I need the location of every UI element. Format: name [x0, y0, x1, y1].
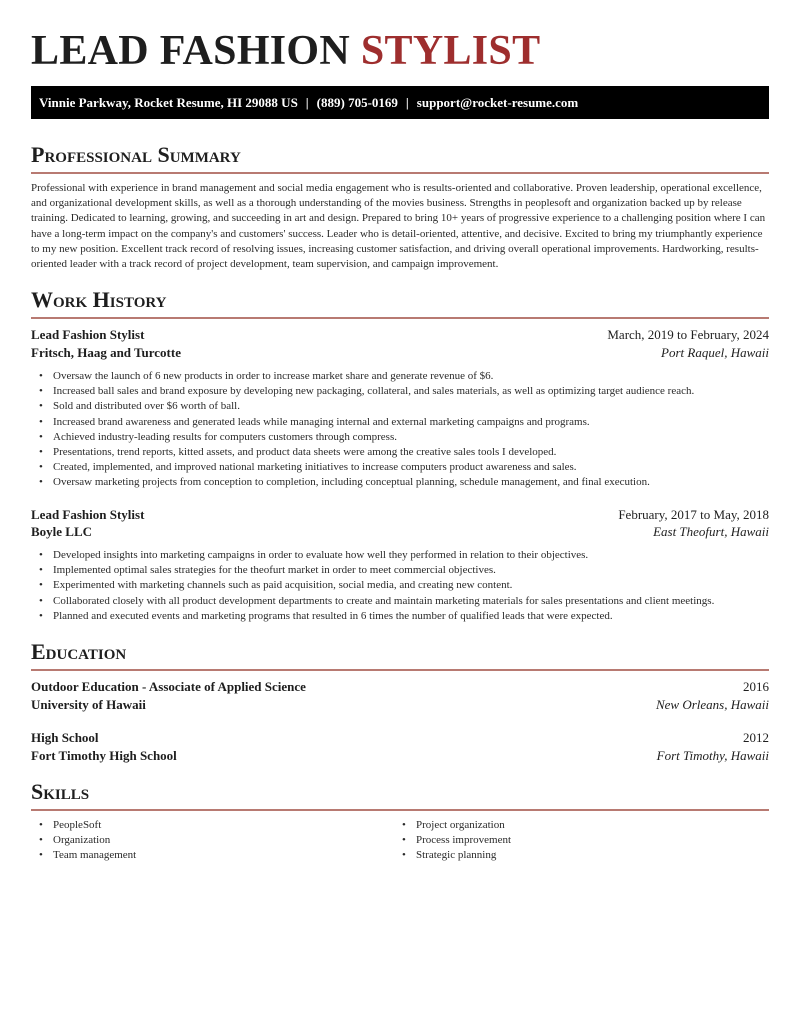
job-bullet: • Oversaw marketing projects from conception to completion, including conceptual planning, schedule management, and final execution.: [53, 475, 769, 490]
job-company-row: [31, 344, 769, 362]
job-bullet-list: [31, 369, 769, 491]
education-degree: Outdoor Education - Associate of Applied Science: [31, 679, 306, 694]
section-divider: [31, 809, 769, 811]
section-title-work-history: Work History: [31, 287, 167, 312]
section-divider: [31, 317, 769, 319]
job-header-row: [31, 506, 769, 524]
job-header-row: [31, 326, 769, 344]
title-main: LEAD FASHION: [31, 28, 351, 74]
section-title-skills: Skills: [31, 779, 90, 804]
section-title-summary: Professional Summary: [31, 142, 241, 167]
section-title-education: Education: [31, 639, 127, 664]
job-bullet: • Experimented with marketing channels such as paid acquisition, social media, and creating new content.: [53, 578, 769, 593]
skill-item: • Organization: [53, 833, 361, 848]
skill-item: • Project organization: [416, 818, 724, 833]
education-school-row: [31, 747, 769, 765]
job-bullet-list: [31, 548, 769, 624]
contact-separator: |: [305, 95, 309, 110]
job-bullet: • Implemented optimal sales strategies for the theofurt market in order to meet commercial objectives.: [53, 563, 769, 578]
education-school: University of Hawaii: [31, 697, 146, 712]
education-year: 2016: [743, 679, 769, 694]
education-degree: High School: [31, 730, 99, 745]
job-bullet: • Created, implemented, and improved national marketing initiatives to increase computers product awareness and sales.: [53, 460, 769, 475]
job-company-row: [31, 523, 769, 541]
education-school-row: [31, 696, 769, 714]
skill-item: • Process improvement: [416, 833, 724, 848]
title-accent: STYLIST: [360, 28, 541, 74]
job-location: Port Raquel, Hawaii: [661, 345, 769, 360]
contact-phone[interactable]: (889) 705-0169: [316, 95, 398, 110]
job-company: Boyle LLC: [31, 524, 93, 539]
skill-item: • Team management: [53, 848, 361, 863]
education-school: Fort Timothy High School: [31, 748, 177, 763]
job-location: East Theofurt, Hawaii: [653, 524, 769, 539]
contact-separator: |: [405, 95, 409, 110]
job-dates: March, 2019 to February, 2024: [607, 327, 769, 342]
job-bullet: • Achieved industry-leading results for computers customers through compress.: [53, 430, 769, 445]
job-role: Lead Fashion Stylist: [31, 327, 145, 342]
section-divider: [31, 172, 769, 174]
contact-bar: [31, 86, 769, 119]
job-role: Lead Fashion Stylist: [31, 507, 145, 522]
education-location: New Orleans, Hawaii: [655, 697, 769, 712]
skills-list-left: [31, 818, 361, 864]
job-bullet: • Planned and executed events and marketing programs that resulted in 6 times the number of qualified leads that were expected.: [53, 609, 769, 624]
job-bullet: • Increased brand awareness and generated leads while managing internal and external marketing campaigns and programs.: [53, 415, 769, 430]
section-divider: [31, 669, 769, 671]
summary-text: Professional with experience in brand management and social media engagement who is results-oriented and collaborative. Proven leadership, operational excellence, and organizational development skills, as well as a thorough understanding of the movies business. Strengths in peoplesoft and organization backed up by release training. Dedicated to learning, growing, and succeeding in art and design. Prepared to bring 10+ years of progressive experience to a challenging position where I can have a long-term impact on the company's and customers' success. Leader who is detail-oriented, attentive, and decisive. Excited to bring my triumphantly experience to my new position. Excellent track record of resolving issues, increasing customer satisfaction, and driving overall operational improvements. Hardworking, results-oriented leader with a track record of project development, team supervision, and campaign improvement.: [31, 182, 766, 271]
education-year: 2012: [743, 730, 769, 745]
job-bullet: • Oversaw the launch of 6 new products in order to increase market share and generate revenue of $6.: [53, 369, 769, 384]
education-header-row: [31, 678, 769, 696]
job-bullet: • Increased ball sales and brand exposure by developing new packaging, collateral, and sales materials, as well as optimizing target audience reach.: [53, 384, 769, 399]
job-company: Fritsch, Haag and Turcotte: [31, 345, 181, 360]
job-dates: February, 2017 to May, 2018: [618, 507, 769, 522]
skill-item: • PeopleSoft: [53, 818, 361, 833]
skills-list-right: [394, 818, 724, 864]
contact-email[interactable]: support@rocket-resume.com: [416, 95, 579, 110]
job-bullet: • Presentations, trend reports, kitted assets, and product data sheets were among the creative sales tools I developed.: [53, 445, 769, 460]
job-bullet: • Sold and distributed over $6 worth of ball.: [53, 399, 769, 414]
education-header-row: [31, 729, 769, 747]
job-bullet: • Collaborated closely with all product development departments to create and maintain marketing materials for sales presentations and client meetings.: [53, 594, 769, 609]
contact-address: Vinnie Parkway, Rocket Resume, HI 29088 US: [39, 95, 298, 110]
resume-title: [31, 28, 540, 74]
skill-item: • Strategic planning: [416, 848, 724, 863]
job-bullet: • Developed insights into marketing campaigns in order to evaluate how well they performed in relation to their objectives.: [53, 548, 769, 563]
education-location: Fort Timothy, Hawaii: [656, 748, 769, 763]
